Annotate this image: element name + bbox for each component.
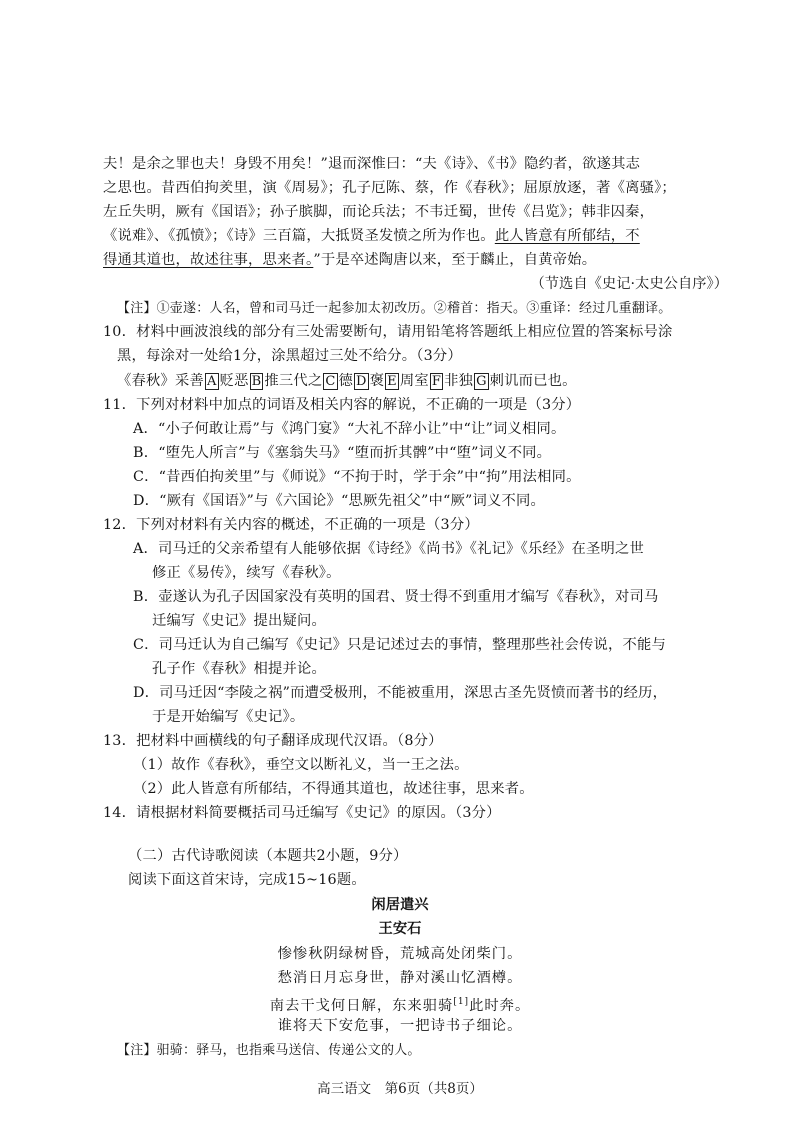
passage-line-4-plain: 《说难》、《孤愤》；《诗》三百篇，大抵贤圣发愤之所为作也。 bbox=[103, 228, 495, 244]
poem-line-3-part-1: 南去干戈何日解，东来驲骑 bbox=[269, 997, 454, 1014]
poem-line-1: 惨惨秋阴绿树昏，荒城高处闭柴门。 bbox=[277, 946, 523, 962]
q12-option-a-cont: 修正《易传》，续写《春秋》。 bbox=[152, 565, 341, 581]
q10-segment: 贬恶 bbox=[219, 373, 249, 389]
q10-punctuation-line bbox=[117, 370, 577, 392]
poem-note-marker: [1] bbox=[453, 997, 470, 1007]
answer-box-b[interactable]: B bbox=[251, 374, 262, 389]
section-2-heading: （二）古代诗歌阅读（本题共2小题，9分） bbox=[128, 848, 408, 864]
passage-line-5 bbox=[103, 249, 596, 271]
q12-option-d-cont: 于是开始编写《史记》。 bbox=[152, 709, 305, 725]
underlined-sentence-part-2: 得通其道也，故述往事，思来者。 bbox=[103, 252, 314, 268]
q12-option-c[interactable]: C．司马迁认为自己编写《史记》只是记述过去的事情，整理那些社会传说，不能与 bbox=[133, 637, 667, 653]
passage-source: （节选自《史记·太史公自序》） bbox=[530, 276, 728, 292]
page-footer: 高三语文 第6页（共8页） bbox=[317, 1081, 483, 1097]
q12-option-c-cont: 孔子作《春秋》相提并论。 bbox=[152, 661, 326, 677]
poem-title: 闲居遣兴 bbox=[371, 897, 429, 913]
section-2-instruction: 阅读下面这首宋诗，完成15~16题。 bbox=[128, 872, 366, 888]
q11-option-d[interactable]: D．“厥有《国语》”与《六国论》“思厥先祖父”中“厥”词义不同。 bbox=[133, 493, 545, 509]
q10-segment: 周室 bbox=[399, 373, 429, 389]
answer-box-c[interactable]: C bbox=[325, 374, 336, 389]
poem-note: 【注】驲骑：驿马，也指乘马送信、传递公文的人。 bbox=[117, 1043, 421, 1058]
passage-line-2: 之思也。昔西伯拘羑里，演《周易》；孔子厄陈、蔡，作《春秋》；屈原放逐，著《离骚》； bbox=[103, 180, 676, 196]
answer-box-g[interactable]: G bbox=[476, 374, 487, 389]
q10-stem-line-1: 10．材料中画波浪线的部分有三处需要断句，请用铅笔将答题纸上相应位置的答案标号涂 bbox=[103, 324, 673, 340]
poem-line-2: 愁消日月忘身世，静对溪山忆酒樽。 bbox=[277, 970, 523, 986]
q12-option-b[interactable]: B．壶遂认为孔子因国家没有英明的国君、贤士得不到重用才编写《春秋》，对司马 bbox=[133, 589, 659, 605]
q13-sentence-2: （2）此人皆意有所郁结，不得通其道也，故述往事，思来者。 bbox=[133, 781, 534, 797]
q10-segment: 《春秋》采善 bbox=[117, 373, 204, 389]
poem-author: 王安石 bbox=[378, 921, 422, 937]
q10-segment: 非独 bbox=[444, 373, 474, 389]
q10-segment: 德 bbox=[338, 373, 353, 389]
answer-box-f[interactable]: F bbox=[431, 374, 442, 389]
q14-stem: 14．请根据材料简要概括司马迁编写《史记》的原因。（3分） bbox=[103, 805, 501, 821]
q11-option-b[interactable]: B．“堕先人所言”与《塞翁失马》“堕而折其髀”中“堕”词义不同。 bbox=[133, 445, 552, 461]
passage-line-3: 左丘失明，厥有《国语》；孙子膑脚，而论兵法；不韦迁蜀，世传《吕览》；韩非囚秦， bbox=[103, 204, 655, 220]
underlined-sentence-part-1: 此人皆意有所郁结，不 bbox=[494, 228, 640, 244]
answer-box-d[interactable]: D bbox=[356, 374, 367, 389]
passage-line-4 bbox=[103, 225, 640, 247]
q10-segment: 推三代之 bbox=[264, 373, 323, 389]
q11-option-a[interactable]: A．“小子何敢让焉”与《鸿门宴》“大礼不辞小让”中“让”词义相同。 bbox=[133, 421, 566, 437]
q11-option-c[interactable]: C．“昔西伯拘羑里”与《师说》“不拘于时，学于余”中“拘”用法相同。 bbox=[133, 469, 581, 485]
poem-line-3 bbox=[0, 991, 800, 1017]
passage-note: 【注】①壶遂：人名，曾和司马迁一起参加太初改历。②稽首：指天。③重译：经过几重翻译。 bbox=[117, 301, 672, 316]
passage-line-1: 夫！是余之罪也夫！身毁不用矣！”退而深惟曰：“夫《诗》、《书》隐约者，欲遂其志 bbox=[103, 156, 641, 172]
q13-sentence-1: （1）故作《春秋》，垂空文以断礼义，当一王之法。 bbox=[133, 757, 469, 773]
poem-line-4: 谁将天下安危事，一把诗书子细论。 bbox=[277, 1018, 523, 1034]
q10-segment: 褒 bbox=[369, 373, 385, 389]
q10-stem-line-2: 黑，每涂对一处给1分，涂黑超过三处不给分。（3分） bbox=[117, 348, 462, 364]
poem-line-3-part-2: 此时奔。 bbox=[469, 997, 531, 1014]
answer-box-e[interactable]: E bbox=[387, 374, 397, 389]
q12-option-d[interactable]: D．司马迁因“李陵之祸”而遭受极刑，不能被重用，深思古圣先贤愤而著书的经历， bbox=[133, 685, 668, 701]
q12-option-b-cont: 迁编写《史记》提出疑问。 bbox=[152, 613, 326, 629]
q12-stem: 12．下列对材料有关内容的概述，不正确的一项是（3分） bbox=[103, 517, 479, 533]
passage-line-5-plain: ”于是卒述陶唐以来，至于麟止，自黄帝始。 bbox=[313, 252, 597, 268]
q12-option-a[interactable]: A．司马迁的父亲希望有人能够依据《诗经》《尚书》《礼记》《乐经》在圣明之世 bbox=[133, 541, 644, 557]
q11-stem: 11．下列对材料中加点的词语及相关内容的解说，不正确的一项是（3分） bbox=[103, 397, 581, 413]
answer-box-a[interactable]: A bbox=[206, 374, 217, 389]
q10-segment: 刺讥而已也。 bbox=[489, 373, 577, 389]
q13-stem: 13．把材料中画横线的句子翻译成现代汉语。（8分） bbox=[103, 733, 443, 749]
